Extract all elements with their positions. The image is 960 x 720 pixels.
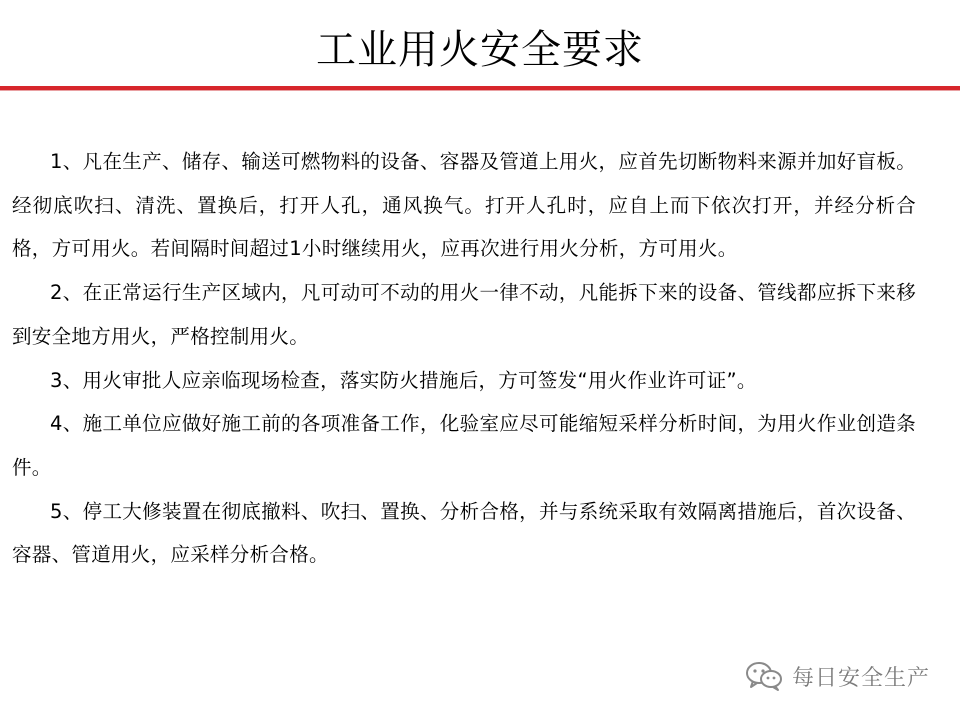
requirement-paragraph-2: 2、在正常运行生产区域内，凡可动可不动的用火一律不动，凡能拆下来的设备、管线都应拆下来移到安全地方用火，严格控制用火。: [12, 281, 916, 348]
watermark-text: 每日安全生产: [791, 665, 930, 691]
title-divider-shadow: [0, 90, 960, 91]
requirement-paragraph-4: 4、施工单位应做好施工前的各项准备工作，化验室应尽可能缩短采样分析时间，为用火作业创造条件。: [12, 412, 916, 479]
page-title: 工业用火安全要求: [316, 27, 644, 73]
requirement-paragraph-5: 5、停工大修装置在彻底撤料、吹扫、置换、分析合格，并与系统采取有效隔离措施后，首次设备、容器、管道用火，应采样分析合格。: [12, 499, 916, 567]
watermark: [744, 656, 930, 696]
requirement-paragraph-1: 1、凡在生产、储存、输送可燃物料的设备、容器及管道上用火，应首先切断物料来源并加好盲板。经彻底吹扫、清洗、置换后，打开人孔，通风换气。打开人孔时，应自上而下依次打开，并经分析合格，方可用火。若间隔时间超过1小时继续用火，应再次进行用火分析，方可用火。: [12, 150, 916, 261]
requirement-paragraph-3: 3、用火审批人应亲临现场检查，落实防火措施后，方可签发“用火作业许可证”。: [50, 368, 757, 392]
safety-requirements-body: [12, 140, 916, 577]
wechat-icon: [744, 660, 784, 692]
